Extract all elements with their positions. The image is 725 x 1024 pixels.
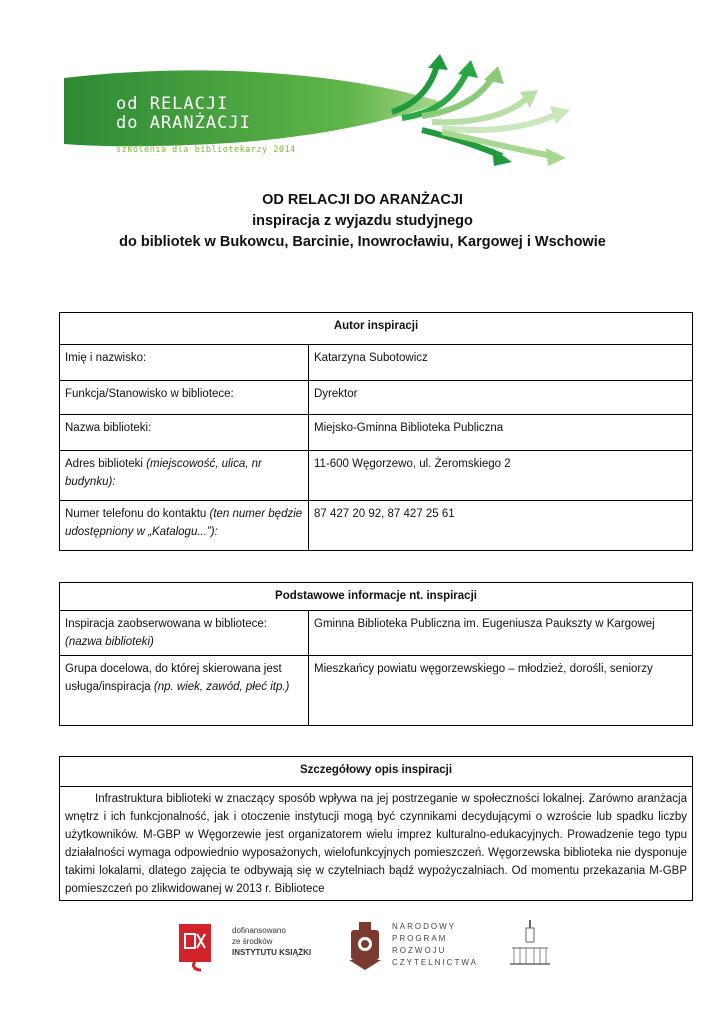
target-group-value: Mieszkańcy powiatu węgorzewskiego – młodzież, dorośli, seniorzy	[309, 656, 693, 726]
program-text	[392, 921, 478, 969]
sponsor-line3: INSTYTUTU KSIĄŻKI	[232, 948, 312, 957]
phone-label: Numer telefonu do kontaktu (ten numer będzie udostępniony w „Katalogu...”):	[60, 501, 309, 551]
locomotive-icon	[345, 920, 385, 972]
phone-value: 87 427 20 92, 87 427 25 61	[309, 501, 693, 551]
sponsor-line1: dofinansowano	[232, 926, 286, 935]
program-line4: CZYTELNICTWA	[392, 958, 478, 967]
author-table	[59, 312, 693, 551]
banner-subtitle: szkolenia dla bibliotekarzy 2014	[116, 145, 296, 155]
program-line3: ROZWOJU	[392, 946, 447, 955]
author-position-label: Funkcja/Stanowisko w bibliotece:	[60, 381, 309, 415]
library-address-label: Adres biblioteki (miejscowość, ulica, nr budynku):	[60, 451, 309, 501]
footer-logos	[0, 912, 725, 982]
sponsor-text	[232, 925, 311, 958]
author-name-value: Katarzyna Subotowicz	[309, 345, 693, 381]
library-name-value: Miejsko-Gminna Biblioteka Publiczna	[309, 415, 693, 451]
basic-header: Podstawowe informacje nt. inspiracji	[60, 583, 693, 611]
sponsor-line2: ze środków	[232, 937, 273, 946]
banner-title-line2: do ARANŻACJI	[116, 113, 251, 133]
title-line1: OD RELACJI DO ARANŻACJI	[262, 192, 463, 208]
instytut-ksiazki-logo-icon	[177, 922, 221, 972]
details-text: Infrastruktura biblioteki w znaczący sposób wpływa na jej postrzeganie w społeczności lokalnej. Zarówno aranżacja wnętrz i ich funkcjonalność, jak i otoczenie instytucji mogą być czynnikami decydującymi o wzroście lub spadku liczby użytkowników. M-GBP w Węgorzewie jest organizatorem wielu imprez kulturalno-edukacyjnych. Prowadzenie tego typu działalności wymaga odpowiednio wyposażonych, wielofunkcyjnych pomieszczeń. Węgorzewska biblioteka nie dysponuje takimi lokalami, dlatego zajęcia te odbywają się w czytelniach bądź wypożyczalniach. Od momentu przekazania M-GBP pomieszczeń po zlikwidowanej w 2013 r. Bibliotece	[65, 793, 687, 895]
header-banner	[62, 52, 582, 170]
program-line1: NARODOWY	[392, 922, 456, 931]
title-line2: inspiracja z wyjazdu studyjnego	[252, 213, 473, 229]
observed-library-label: Inspiracja zaobserwowana w bibliotece: (nazwa biblioteki)	[60, 611, 309, 656]
author-name-label: Imię i nazwisko:	[60, 345, 309, 381]
basic-info-table	[59, 582, 693, 726]
details-table	[59, 756, 693, 901]
author-position-value: Dyrektor	[309, 381, 693, 415]
title-line3: do bibliotek w Bukowcu, Barcinie, Inowrocławiu, Kargowej i Wschowie	[119, 234, 606, 250]
library-address-value: 11-600 Węgorzewo, ul. Żeromskiego 2	[309, 451, 693, 501]
program-line2: PROGRAM	[392, 934, 448, 943]
target-group-label: Grupa docelowa, do której skierowana jest usługa/inspiracja (np. wiek, zawód, płeć itp.)	[60, 656, 309, 726]
document-title	[0, 190, 725, 253]
library-name-label: Nazwa biblioteki:	[60, 415, 309, 451]
banner-title-line1: od RELACJI	[116, 94, 229, 114]
author-header: Autor inspiracji	[60, 313, 693, 345]
observed-library-value: Gminna Biblioteka Publiczna im. Eugeniusza Paukszty w Kargowej	[309, 611, 693, 656]
details-body	[60, 787, 693, 901]
library-building-icon	[506, 918, 554, 970]
details-header: Szczegółowy opis inspiracji	[60, 757, 693, 787]
